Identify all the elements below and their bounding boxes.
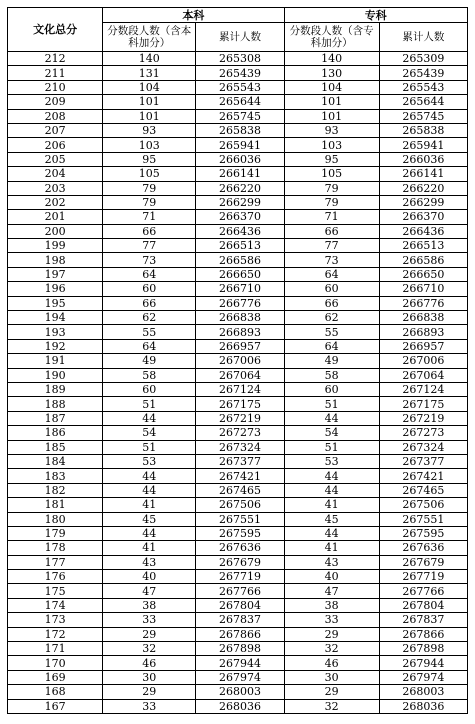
benke-cumulative-cell: 266141 — [196, 167, 284, 181]
zhuanke-count-cell: 51 — [284, 397, 379, 411]
benke-cumulative-cell: 267837 — [196, 613, 284, 627]
benke-cumulative-cell: 265644 — [196, 95, 284, 109]
benke-count-cell: 101 — [103, 95, 196, 109]
benke-count-cell: 46 — [103, 656, 196, 670]
benke-count-cell: 44 — [103, 469, 196, 483]
zhuanke-count-cell: 66 — [284, 296, 379, 310]
benke-count-cell: 44 — [103, 483, 196, 497]
table-row — [8, 311, 468, 325]
table-row — [8, 454, 468, 468]
table-row — [8, 95, 468, 109]
zhuanke-count-cell: 54 — [284, 426, 379, 440]
zhuanke-count-cell: 43 — [284, 555, 379, 569]
header-zhuanke-count: 分数段人数（含专科加分） — [284, 23, 379, 52]
benke-cumulative-cell: 265543 — [196, 80, 284, 94]
benke-count-cell: 32 — [103, 642, 196, 656]
score-cell: 190 — [8, 368, 103, 382]
zhuanke-cumulative-cell: 266513 — [379, 239, 467, 253]
zhuanke-count-cell: 130 — [284, 66, 379, 80]
score-cell: 210 — [8, 80, 103, 94]
benke-count-cell: 60 — [103, 282, 196, 296]
benke-count-cell: 47 — [103, 584, 196, 598]
score-cell: 173 — [8, 613, 103, 627]
benke-cumulative-cell: 265439 — [196, 66, 284, 80]
table-body — [8, 52, 468, 714]
zhuanke-count-cell: 101 — [284, 109, 379, 123]
zhuanke-cumulative-cell: 267837 — [379, 613, 467, 627]
table-row — [8, 469, 468, 483]
benke-cumulative-cell: 266957 — [196, 339, 284, 353]
benke-cumulative-cell: 267421 — [196, 469, 284, 483]
benke-count-cell: 53 — [103, 454, 196, 468]
zhuanke-cumulative-cell: 266436 — [379, 224, 467, 238]
table-row — [8, 670, 468, 684]
table-row — [8, 123, 468, 137]
zhuanke-cumulative-cell: 265309 — [379, 52, 467, 66]
benke-count-cell: 33 — [103, 613, 196, 627]
score-cell: 209 — [8, 95, 103, 109]
benke-cumulative-cell: 266036 — [196, 152, 284, 166]
table-row — [8, 642, 468, 656]
table-row — [8, 325, 468, 339]
score-cell: 180 — [8, 512, 103, 526]
benke-cumulative-cell: 266513 — [196, 239, 284, 253]
score-cell: 201 — [8, 210, 103, 224]
benke-count-cell: 41 — [103, 541, 196, 555]
score-cell: 205 — [8, 152, 103, 166]
benke-cumulative-cell: 267766 — [196, 584, 284, 598]
zhuanke-cumulative-cell: 267595 — [379, 526, 467, 540]
zhuanke-cumulative-cell: 267766 — [379, 584, 467, 598]
zhuanke-count-cell: 60 — [284, 282, 379, 296]
zhuanke-cumulative-cell: 266036 — [379, 152, 467, 166]
zhuanke-count-cell: 45 — [284, 512, 379, 526]
table-row — [8, 541, 468, 555]
zhuanke-count-cell: 95 — [284, 152, 379, 166]
score-cell: 171 — [8, 642, 103, 656]
score-cell: 177 — [8, 555, 103, 569]
benke-cumulative-cell: 265308 — [196, 52, 284, 66]
score-cell: 172 — [8, 627, 103, 641]
benke-cumulative-cell: 267064 — [196, 368, 284, 382]
benke-cumulative-cell: 266299 — [196, 195, 284, 209]
table-row — [8, 109, 468, 123]
zhuanke-count-cell: 101 — [284, 95, 379, 109]
zhuanke-count-cell: 29 — [284, 627, 379, 641]
zhuanke-cumulative-cell: 266370 — [379, 210, 467, 224]
zhuanke-cumulative-cell: 265543 — [379, 80, 467, 94]
benke-cumulative-cell: 265941 — [196, 138, 284, 152]
benke-count-cell: 73 — [103, 253, 196, 267]
score-cell: 189 — [8, 382, 103, 396]
zhuanke-cumulative-cell: 266710 — [379, 282, 467, 296]
score-cell: 203 — [8, 181, 103, 195]
benke-cumulative-cell: 267898 — [196, 642, 284, 656]
benke-count-cell: 40 — [103, 570, 196, 584]
zhuanke-cumulative-cell: 267421 — [379, 469, 467, 483]
zhuanke-cumulative-cell: 266141 — [379, 167, 467, 181]
benke-count-cell: 30 — [103, 670, 196, 684]
header-benke: 本科 — [103, 8, 284, 23]
zhuanke-count-cell: 64 — [284, 267, 379, 281]
header-score: 文化总分 — [8, 8, 103, 52]
zhuanke-cumulative-cell: 265838 — [379, 123, 467, 137]
benke-count-cell: 79 — [103, 181, 196, 195]
benke-cumulative-cell: 267465 — [196, 483, 284, 497]
benke-count-cell: 131 — [103, 66, 196, 80]
zhuanke-cumulative-cell: 267679 — [379, 555, 467, 569]
zhuanke-count-cell: 104 — [284, 80, 379, 94]
score-distribution-page — [7, 7, 468, 714]
benke-count-cell: 140 — [103, 52, 196, 66]
zhuanke-count-cell: 93 — [284, 123, 379, 137]
zhuanke-count-cell: 66 — [284, 224, 379, 238]
benke-cumulative-cell: 267219 — [196, 411, 284, 425]
zhuanke-count-cell: 49 — [284, 354, 379, 368]
table-row — [8, 483, 468, 497]
score-cell: 204 — [8, 167, 103, 181]
table-row — [8, 656, 468, 670]
benke-cumulative-cell: 266586 — [196, 253, 284, 267]
table-row — [8, 152, 468, 166]
score-cell: 199 — [8, 239, 103, 253]
score-cell: 170 — [8, 656, 103, 670]
benke-count-cell: 29 — [103, 685, 196, 699]
score-cell: 193 — [8, 325, 103, 339]
table-row — [8, 584, 468, 598]
zhuanke-cumulative-cell: 267124 — [379, 382, 467, 396]
zhuanke-count-cell: 62 — [284, 311, 379, 325]
table-row — [8, 627, 468, 641]
table-row — [8, 354, 468, 368]
benke-cumulative-cell: 267006 — [196, 354, 284, 368]
zhuanke-cumulative-cell: 266299 — [379, 195, 467, 209]
table-row — [8, 210, 468, 224]
zhuanke-cumulative-cell: 265745 — [379, 109, 467, 123]
zhuanke-cumulative-cell: 266220 — [379, 181, 467, 195]
table-row — [8, 296, 468, 310]
benke-count-cell: 60 — [103, 382, 196, 396]
table-row — [8, 598, 468, 612]
zhuanke-cumulative-cell: 267974 — [379, 670, 467, 684]
benke-cumulative-cell: 267679 — [196, 555, 284, 569]
zhuanke-cumulative-cell: 266893 — [379, 325, 467, 339]
table-row — [8, 426, 468, 440]
zhuanke-cumulative-cell: 267324 — [379, 440, 467, 454]
score-cell: 188 — [8, 397, 103, 411]
zhuanke-count-cell: 44 — [284, 411, 379, 425]
benke-count-cell: 62 — [103, 311, 196, 325]
header-zhuanke: 专科 — [284, 8, 467, 23]
zhuanke-cumulative-cell: 268036 — [379, 699, 467, 713]
zhuanke-cumulative-cell: 267377 — [379, 454, 467, 468]
score-cell: 179 — [8, 526, 103, 540]
zhuanke-cumulative-cell: 265644 — [379, 95, 467, 109]
benke-count-cell: 29 — [103, 627, 196, 641]
zhuanke-cumulative-cell: 267898 — [379, 642, 467, 656]
zhuanke-count-cell: 32 — [284, 699, 379, 713]
table-row — [8, 699, 468, 713]
benke-cumulative-cell: 267175 — [196, 397, 284, 411]
benke-cumulative-cell: 265838 — [196, 123, 284, 137]
zhuanke-count-cell: 79 — [284, 181, 379, 195]
zhuanke-count-cell: 44 — [284, 526, 379, 540]
benke-cumulative-cell: 267974 — [196, 670, 284, 684]
benke-cumulative-cell: 267551 — [196, 512, 284, 526]
score-cell: 187 — [8, 411, 103, 425]
benke-count-cell: 77 — [103, 239, 196, 253]
zhuanke-cumulative-cell: 267551 — [379, 512, 467, 526]
table-row — [8, 526, 468, 540]
zhuanke-count-cell: 44 — [284, 483, 379, 497]
table-row — [8, 267, 468, 281]
table-row — [8, 52, 468, 66]
score-cell: 186 — [8, 426, 103, 440]
table-row — [8, 195, 468, 209]
zhuanke-count-cell: 77 — [284, 239, 379, 253]
benke-cumulative-cell: 267506 — [196, 498, 284, 512]
score-cell: 207 — [8, 123, 103, 137]
score-cell: 176 — [8, 570, 103, 584]
zhuanke-count-cell: 41 — [284, 541, 379, 555]
benke-count-cell: 103 — [103, 138, 196, 152]
score-cell: 206 — [8, 138, 103, 152]
benke-count-cell: 38 — [103, 598, 196, 612]
benke-count-cell: 49 — [103, 354, 196, 368]
table-row — [8, 368, 468, 382]
zhuanke-cumulative-cell: 267506 — [379, 498, 467, 512]
zhuanke-count-cell: 38 — [284, 598, 379, 612]
zhuanke-count-cell: 30 — [284, 670, 379, 684]
zhuanke-count-cell: 47 — [284, 584, 379, 598]
table-row — [8, 181, 468, 195]
zhuanke-cumulative-cell: 267175 — [379, 397, 467, 411]
score-cell: 191 — [8, 354, 103, 368]
zhuanke-cumulative-cell: 268003 — [379, 685, 467, 699]
benke-count-cell: 95 — [103, 152, 196, 166]
benke-count-cell: 64 — [103, 267, 196, 281]
table-row — [8, 382, 468, 396]
score-cell: 174 — [8, 598, 103, 612]
score-cell: 208 — [8, 109, 103, 123]
score-distribution-table — [7, 7, 468, 714]
benke-count-cell: 41 — [103, 498, 196, 512]
score-cell: 183 — [8, 469, 103, 483]
score-cell: 202 — [8, 195, 103, 209]
zhuanke-count-cell: 44 — [284, 469, 379, 483]
table-row — [8, 138, 468, 152]
benke-count-cell: 66 — [103, 224, 196, 238]
zhuanke-count-cell: 60 — [284, 382, 379, 396]
table-row — [8, 339, 468, 353]
zhuanke-cumulative-cell: 266586 — [379, 253, 467, 267]
zhuanke-count-cell: 105 — [284, 167, 379, 181]
score-cell: 169 — [8, 670, 103, 684]
zhuanke-cumulative-cell: 267636 — [379, 541, 467, 555]
benke-cumulative-cell: 268003 — [196, 685, 284, 699]
zhuanke-count-cell: 46 — [284, 656, 379, 670]
score-cell: 178 — [8, 541, 103, 555]
zhuanke-count-cell: 33 — [284, 613, 379, 627]
table-row — [8, 239, 468, 253]
table-row — [8, 555, 468, 569]
zhuanke-count-cell: 55 — [284, 325, 379, 339]
benke-cumulative-cell: 267377 — [196, 454, 284, 468]
header-zhuanke-cumulative: 累计人数 — [379, 23, 467, 52]
zhuanke-count-cell: 40 — [284, 570, 379, 584]
benke-cumulative-cell: 266436 — [196, 224, 284, 238]
score-cell: 194 — [8, 311, 103, 325]
table-row — [8, 66, 468, 80]
header-benke-cumulative: 累计人数 — [196, 23, 284, 52]
benke-count-cell: 105 — [103, 167, 196, 181]
zhuanke-cumulative-cell: 267719 — [379, 570, 467, 584]
zhuanke-cumulative-cell: 267064 — [379, 368, 467, 382]
zhuanke-count-cell: 103 — [284, 138, 379, 152]
zhuanke-count-cell: 79 — [284, 195, 379, 209]
zhuanke-count-cell: 41 — [284, 498, 379, 512]
table-row — [8, 411, 468, 425]
score-cell: 195 — [8, 296, 103, 310]
header-benke-count: 分数段人数（含本科加分） — [103, 23, 196, 52]
zhuanke-cumulative-cell: 267804 — [379, 598, 467, 612]
benke-count-cell: 79 — [103, 195, 196, 209]
score-cell: 181 — [8, 498, 103, 512]
zhuanke-cumulative-cell: 266957 — [379, 339, 467, 353]
score-cell: 185 — [8, 440, 103, 454]
zhuanke-cumulative-cell: 267273 — [379, 426, 467, 440]
zhuanke-cumulative-cell: 266776 — [379, 296, 467, 310]
benke-count-cell: 66 — [103, 296, 196, 310]
benke-count-cell: 71 — [103, 210, 196, 224]
benke-count-cell: 51 — [103, 440, 196, 454]
benke-count-cell: 44 — [103, 411, 196, 425]
benke-cumulative-cell: 267866 — [196, 627, 284, 641]
table-row — [8, 685, 468, 699]
table-row — [8, 80, 468, 94]
benke-cumulative-cell: 267636 — [196, 541, 284, 555]
score-cell: 211 — [8, 66, 103, 80]
zhuanke-cumulative-cell: 267944 — [379, 656, 467, 670]
benke-cumulative-cell: 265745 — [196, 109, 284, 123]
zhuanke-count-cell: 140 — [284, 52, 379, 66]
benke-count-cell: 45 — [103, 512, 196, 526]
zhuanke-cumulative-cell: 267465 — [379, 483, 467, 497]
benke-cumulative-cell: 267804 — [196, 598, 284, 612]
benke-count-cell: 58 — [103, 368, 196, 382]
benke-count-cell: 93 — [103, 123, 196, 137]
table-row — [8, 167, 468, 181]
table-row — [8, 613, 468, 627]
zhuanke-count-cell: 51 — [284, 440, 379, 454]
benke-count-cell: 104 — [103, 80, 196, 94]
zhuanke-cumulative-cell: 265941 — [379, 138, 467, 152]
benke-count-cell: 43 — [103, 555, 196, 569]
score-cell: 197 — [8, 267, 103, 281]
zhuanke-count-cell: 29 — [284, 685, 379, 699]
table-row — [8, 440, 468, 454]
score-cell: 182 — [8, 483, 103, 497]
score-cell: 212 — [8, 52, 103, 66]
zhuanke-count-cell: 32 — [284, 642, 379, 656]
benke-cumulative-cell: 267273 — [196, 426, 284, 440]
benke-count-cell: 54 — [103, 426, 196, 440]
benke-count-cell: 64 — [103, 339, 196, 353]
benke-count-cell: 33 — [103, 699, 196, 713]
table-row — [8, 512, 468, 526]
zhuanke-cumulative-cell: 265439 — [379, 66, 467, 80]
benke-cumulative-cell: 266776 — [196, 296, 284, 310]
zhuanke-count-cell: 58 — [284, 368, 379, 382]
benke-count-cell: 55 — [103, 325, 196, 339]
score-cell: 198 — [8, 253, 103, 267]
zhuanke-count-cell: 64 — [284, 339, 379, 353]
benke-count-cell: 51 — [103, 397, 196, 411]
zhuanke-count-cell: 53 — [284, 454, 379, 468]
zhuanke-cumulative-cell: 267219 — [379, 411, 467, 425]
benke-cumulative-cell: 267719 — [196, 570, 284, 584]
benke-cumulative-cell: 267944 — [196, 656, 284, 670]
zhuanke-cumulative-cell: 267006 — [379, 354, 467, 368]
score-cell: 168 — [8, 685, 103, 699]
benke-cumulative-cell: 266710 — [196, 282, 284, 296]
zhuanke-count-cell: 73 — [284, 253, 379, 267]
zhuanke-cumulative-cell: 266650 — [379, 267, 467, 281]
benke-cumulative-cell: 267124 — [196, 382, 284, 396]
table-row — [8, 498, 468, 512]
benke-cumulative-cell: 267324 — [196, 440, 284, 454]
score-cell: 167 — [8, 699, 103, 713]
zhuanke-cumulative-cell: 266838 — [379, 311, 467, 325]
benke-cumulative-cell: 266893 — [196, 325, 284, 339]
benke-cumulative-cell: 266650 — [196, 267, 284, 281]
benke-cumulative-cell: 267595 — [196, 526, 284, 540]
zhuanke-cumulative-cell: 267866 — [379, 627, 467, 641]
benke-cumulative-cell: 266838 — [196, 311, 284, 325]
score-cell: 175 — [8, 584, 103, 598]
score-cell: 200 — [8, 224, 103, 238]
benke-count-cell: 44 — [103, 526, 196, 540]
score-cell: 196 — [8, 282, 103, 296]
benke-cumulative-cell: 268036 — [196, 699, 284, 713]
zhuanke-count-cell: 71 — [284, 210, 379, 224]
benke-cumulative-cell: 266220 — [196, 181, 284, 195]
table-row — [8, 397, 468, 411]
table-row — [8, 282, 468, 296]
table-row — [8, 253, 468, 267]
benke-cumulative-cell: 266370 — [196, 210, 284, 224]
score-cell: 192 — [8, 339, 103, 353]
table-row — [8, 224, 468, 238]
score-cell: 184 — [8, 454, 103, 468]
benke-count-cell: 101 — [103, 109, 196, 123]
table-row — [8, 570, 468, 584]
table-header — [8, 8, 468, 52]
